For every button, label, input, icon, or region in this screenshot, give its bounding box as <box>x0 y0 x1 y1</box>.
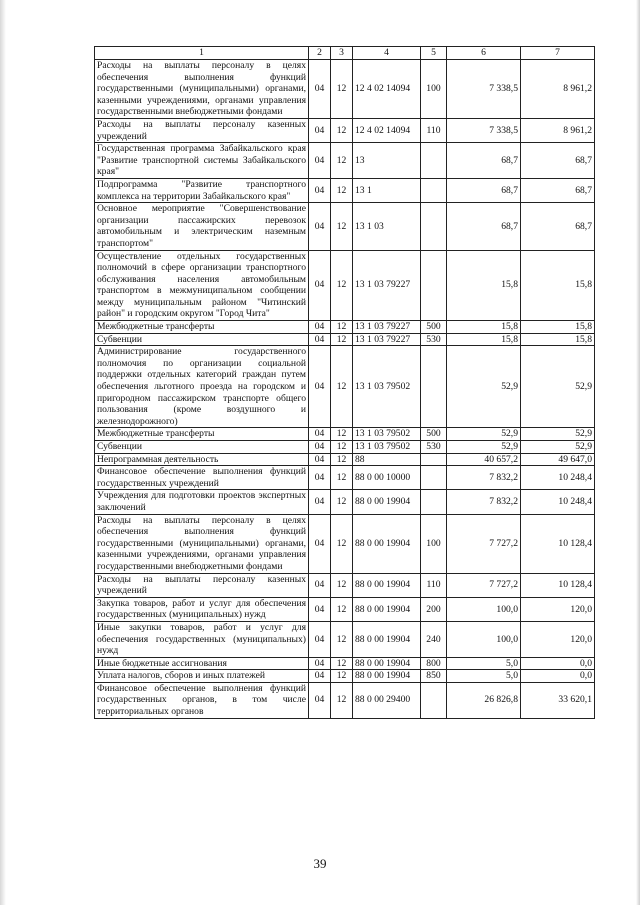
expense-type-cell <box>421 682 447 718</box>
expense-type-cell <box>421 250 447 321</box>
amount-col7-cell: 15,8 <box>521 321 595 334</box>
amount-col6-cell: 5,0 <box>447 657 521 670</box>
table-row <box>95 682 595 718</box>
row-name-cell: Иные бюджетные ассигнования <box>95 657 309 670</box>
expense-type-cell <box>421 490 447 514</box>
row-name-cell: Субвенции <box>95 441 309 454</box>
table-body <box>95 47 595 719</box>
table-row <box>95 333 595 346</box>
expense-type-cell <box>421 203 447 250</box>
amount-col7-cell: 0,0 <box>521 670 595 683</box>
subsection-code-cell: 12 <box>331 657 353 670</box>
header-cell: 3 <box>331 47 353 60</box>
header-cell: 5 <box>421 47 447 60</box>
amount-col6-cell: 52,9 <box>447 346 521 428</box>
expense-type-cell <box>421 453 447 466</box>
amount-col6-cell: 7 727,2 <box>447 514 521 573</box>
table-row <box>95 514 595 573</box>
table-row <box>95 597 595 621</box>
subsection-code-cell: 12 <box>331 466 353 490</box>
amount-col7-cell: 120,0 <box>521 621 595 657</box>
amount-col6-cell: 7 338,5 <box>447 60 521 119</box>
row-name-cell: Непрограммная деятельность <box>95 453 309 466</box>
subsection-code-cell: 12 <box>331 60 353 119</box>
amount-col6-cell: 26 826,8 <box>447 682 521 718</box>
subsection-code-cell: 12 <box>331 682 353 718</box>
target-article-cell: 88 0 00 29400 <box>353 682 421 718</box>
target-article-cell: 13 1 03 79227 <box>353 250 421 321</box>
row-name-cell: Расходы на выплаты персоналу казенных учреждений <box>95 118 309 142</box>
table-row <box>95 250 595 321</box>
header-cell: 4 <box>353 47 421 60</box>
amount-col7-cell: 68,7 <box>521 203 595 250</box>
amount-col6-cell: 100,0 <box>447 597 521 621</box>
subsection-code-cell: 12 <box>331 441 353 454</box>
amount-col7-cell: 49 647,0 <box>521 453 595 466</box>
table-row <box>95 573 595 597</box>
row-name-cell: Подпрограмма "Развитие транспортного комплекса на территории Забайкальского края" <box>95 178 309 202</box>
section-code-cell: 04 <box>309 346 331 428</box>
amount-col6-cell: 7 338,5 <box>447 118 521 142</box>
amount-col7-cell: 68,7 <box>521 178 595 202</box>
amount-col7-cell: 52,9 <box>521 346 595 428</box>
row-name-cell: Межбюджетные трансферты <box>95 428 309 441</box>
amount-col6-cell: 52,9 <box>447 428 521 441</box>
target-article-cell: 88 0 00 19904 <box>353 657 421 670</box>
expense-type-cell: 100 <box>421 514 447 573</box>
section-code-cell: 04 <box>309 621 331 657</box>
subsection-code-cell: 12 <box>331 490 353 514</box>
table-row <box>95 490 595 514</box>
table-row <box>95 428 595 441</box>
target-article-cell: 88 0 00 10000 <box>353 466 421 490</box>
table-row <box>95 453 595 466</box>
subsection-code-cell: 12 <box>331 428 353 441</box>
expense-type-cell: 200 <box>421 597 447 621</box>
section-code-cell: 04 <box>309 178 331 202</box>
section-code-cell: 04 <box>309 597 331 621</box>
row-name-cell: Администрирование государственного полномочия по организации социальной поддержки отдельных категорий граждан путем обеспечения льготного проезда на городском и пригородном пассажирском транспорте общего пользования (кроме воздушного и железнодорожного) <box>95 346 309 428</box>
row-name-cell: Государственная программа Забайкальского края "Развитие транспортной системы Забайкальского края" <box>95 143 309 179</box>
subsection-code-cell: 12 <box>331 597 353 621</box>
section-code-cell: 04 <box>309 143 331 179</box>
amount-col6-cell: 52,9 <box>447 441 521 454</box>
section-code-cell: 04 <box>309 203 331 250</box>
subsection-code-cell: 12 <box>331 346 353 428</box>
target-article-cell: 88 0 00 19904 <box>353 490 421 514</box>
row-name-cell: Межбюджетные трансферты <box>95 321 309 334</box>
amount-col6-cell: 15,8 <box>447 321 521 334</box>
scan-left-edge <box>0 0 6 905</box>
page-number: 39 <box>313 856 327 871</box>
row-name-cell: Субвенции <box>95 333 309 346</box>
target-article-cell: 88 0 00 19904 <box>353 621 421 657</box>
header-cell: 6 <box>447 47 521 60</box>
amount-col6-cell: 68,7 <box>447 178 521 202</box>
subsection-code-cell: 12 <box>331 333 353 346</box>
table-row <box>95 203 595 250</box>
row-name-cell: Учреждения для подготовки проектов экспертных заключений <box>95 490 309 514</box>
target-article-cell: 13 1 03 79227 <box>353 333 421 346</box>
table-row <box>95 143 595 179</box>
row-name-cell: Закупка товаров, работ и услуг для обеспечения государственных (муниципальных) нужд <box>95 597 309 621</box>
target-article-cell: 13 1 03 79502 <box>353 441 421 454</box>
subsection-code-cell: 12 <box>331 573 353 597</box>
table-row <box>95 321 595 334</box>
section-code-cell: 04 <box>309 321 331 334</box>
amount-col7-cell: 15,8 <box>521 333 595 346</box>
subsection-code-cell: 12 <box>331 670 353 683</box>
amount-col7-cell: 33 620,1 <box>521 682 595 718</box>
expense-type-cell <box>421 143 447 179</box>
section-code-cell: 04 <box>309 60 331 119</box>
amount-col6-cell: 40 657,2 <box>447 453 521 466</box>
amount-col7-cell: 52,9 <box>521 428 595 441</box>
section-code-cell: 04 <box>309 466 331 490</box>
section-code-cell: 04 <box>309 514 331 573</box>
section-code-cell: 04 <box>309 428 331 441</box>
amount-col6-cell: 5,0 <box>447 670 521 683</box>
amount-col7-cell: 8 961,2 <box>521 60 595 119</box>
amount-col6-cell: 7 832,2 <box>447 490 521 514</box>
row-name-cell: Расходы на выплаты персоналу в целях обеспечения выполнения функций государственными (муниципальными) органами, казенными учреждениями, органами управления государственными внебюджетными фондами <box>95 60 309 119</box>
section-code-cell: 04 <box>309 333 331 346</box>
section-code-cell: 04 <box>309 490 331 514</box>
expense-type-cell: 500 <box>421 321 447 334</box>
section-code-cell: 04 <box>309 118 331 142</box>
expense-type-cell: 530 <box>421 333 447 346</box>
section-code-cell: 04 <box>309 250 331 321</box>
table-row <box>95 466 595 490</box>
row-name-cell: Финансовое обеспечение выполнения функций государственных органов, в том числе территориальных органов <box>95 682 309 718</box>
expense-type-cell: 530 <box>421 441 447 454</box>
table-row <box>95 621 595 657</box>
amount-col7-cell: 8 961,2 <box>521 118 595 142</box>
row-name-cell: Осуществление отдельных государственных полномочий в сфере организации транспортного обслуживания населения автомобильным транспортом в межмуниципальном сообщении между муниципальным районом "Читинский район" и городским округом "Город Чита" <box>95 250 309 321</box>
subsection-code-cell: 12 <box>331 203 353 250</box>
row-name-cell: Основное мероприятие "Совершенствование организации пассажирских перевозок автомобильным и электрическим наземным транспортом" <box>95 203 309 250</box>
amount-col7-cell: 10 128,4 <box>521 514 595 573</box>
amount-col7-cell: 10 128,4 <box>521 573 595 597</box>
amount-col6-cell: 15,8 <box>447 250 521 321</box>
amount-col7-cell: 10 248,4 <box>521 466 595 490</box>
expense-type-cell: 110 <box>421 573 447 597</box>
amount-col6-cell: 100,0 <box>447 621 521 657</box>
target-article-cell: 88 <box>353 453 421 466</box>
table-row <box>95 441 595 454</box>
table-row <box>95 657 595 670</box>
subsection-code-cell: 12 <box>331 453 353 466</box>
subsection-code-cell: 12 <box>331 250 353 321</box>
amount-col6-cell: 68,7 <box>447 143 521 179</box>
header-cell: 7 <box>521 47 595 60</box>
expense-type-cell <box>421 466 447 490</box>
amount-col7-cell: 68,7 <box>521 143 595 179</box>
target-article-cell: 12 4 02 14094 <box>353 118 421 142</box>
section-code-cell: 04 <box>309 670 331 683</box>
row-name-cell: Уплата налогов, сборов и иных платежей <box>95 670 309 683</box>
budget-table <box>94 46 595 719</box>
expense-type-cell: 240 <box>421 621 447 657</box>
row-name-cell: Расходы на выплаты персоналу казенных учреждений <box>95 573 309 597</box>
table-row <box>95 60 595 119</box>
subsection-code-cell: 12 <box>331 514 353 573</box>
section-code-cell: 04 <box>309 682 331 718</box>
header-cell: 1 <box>95 47 309 60</box>
table-row <box>95 670 595 683</box>
amount-col7-cell: 120,0 <box>521 597 595 621</box>
table-row <box>95 178 595 202</box>
amount-col7-cell: 52,9 <box>521 441 595 454</box>
subsection-code-cell: 12 <box>331 143 353 179</box>
row-name-cell: Финансовое обеспечение выполнения функций государственных учреждений <box>95 466 309 490</box>
amount-col6-cell: 7 832,2 <box>447 466 521 490</box>
expense-type-cell: 850 <box>421 670 447 683</box>
section-code-cell: 04 <box>309 657 331 670</box>
target-article-cell: 88 0 00 19904 <box>353 670 421 683</box>
amount-col6-cell: 68,7 <box>447 203 521 250</box>
subsection-code-cell: 12 <box>331 621 353 657</box>
target-article-cell: 88 0 00 19904 <box>353 514 421 573</box>
table-row <box>95 346 595 428</box>
target-article-cell: 88 0 00 19904 <box>353 573 421 597</box>
expense-type-cell: 800 <box>421 657 447 670</box>
row-name-cell: Иные закупки товаров, работ и услуг для обеспечения государственных (муниципальных) нужд <box>95 621 309 657</box>
section-code-cell: 04 <box>309 573 331 597</box>
amount-col7-cell: 0,0 <box>521 657 595 670</box>
expense-type-cell <box>421 178 447 202</box>
header-cell: 2 <box>309 47 331 60</box>
amount-col6-cell: 15,8 <box>447 333 521 346</box>
scan-right-edge <box>636 0 640 905</box>
section-code-cell: 04 <box>309 441 331 454</box>
row-name-cell: Расходы на выплаты персоналу в целях обеспечения выполнения функций государственными (муниципальными) органами, казенными учреждениями, органами управления государственными внебюджетными фондами <box>95 514 309 573</box>
subsection-code-cell: 12 <box>331 321 353 334</box>
expense-type-cell: 110 <box>421 118 447 142</box>
table-row <box>95 118 595 142</box>
section-code-cell: 04 <box>309 453 331 466</box>
header-row <box>95 47 595 60</box>
target-article-cell: 13 1 03 79502 <box>353 346 421 428</box>
target-article-cell: 88 0 00 19904 <box>353 597 421 621</box>
target-article-cell: 13 1 03 79502 <box>353 428 421 441</box>
target-article-cell: 12 4 02 14094 <box>353 60 421 119</box>
subsection-code-cell: 12 <box>331 178 353 202</box>
amount-col6-cell: 7 727,2 <box>447 573 521 597</box>
target-article-cell: 13 <box>353 143 421 179</box>
amount-col7-cell: 10 248,4 <box>521 490 595 514</box>
subsection-code-cell: 12 <box>331 118 353 142</box>
expense-type-cell: 500 <box>421 428 447 441</box>
target-article-cell: 13 1 <box>353 178 421 202</box>
expense-type-cell <box>421 346 447 428</box>
target-article-cell: 13 1 03 <box>353 203 421 250</box>
amount-col7-cell: 15,8 <box>521 250 595 321</box>
target-article-cell: 13 1 03 79227 <box>353 321 421 334</box>
expense-type-cell: 100 <box>421 60 447 119</box>
